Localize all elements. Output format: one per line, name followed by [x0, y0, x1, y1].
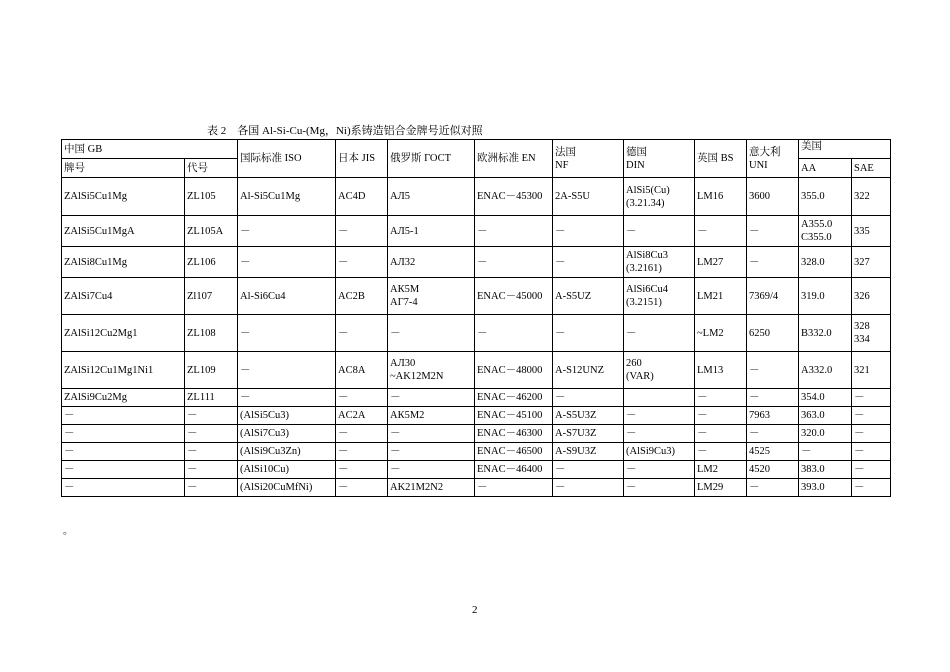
cell-din: －: [624, 425, 695, 443]
cell-nf: 2A-S5U: [553, 178, 624, 216]
cell-uni: －: [747, 425, 799, 443]
table-row: [62, 443, 891, 461]
cell-line: 334: [854, 334, 870, 345]
cell-jis: －: [336, 443, 388, 461]
cell-en: －: [475, 216, 553, 247]
cell-code: ZL105: [185, 178, 238, 216]
cell-nf: A-S7U3Z: [553, 425, 624, 443]
cell-sae: －: [852, 443, 891, 461]
cell-code: ZL108: [185, 315, 238, 352]
cell-aa: －: [799, 443, 852, 461]
cell-uni: 4525: [747, 443, 799, 461]
cell-din: [624, 352, 695, 389]
cell-aa: 355.0: [799, 178, 852, 216]
cell-en: ENAC－46400: [475, 461, 553, 479]
cell-iso: Al-Si5Cu1Mg: [238, 178, 336, 216]
cell-iso: －: [238, 247, 336, 278]
cell-nf: －: [553, 315, 624, 352]
cell-en: －: [475, 315, 553, 352]
cell-jis: AC2B: [336, 278, 388, 315]
cell-grade: ZAlSi7Cu4: [62, 278, 185, 315]
cell-line: AlSi8Cu3: [626, 250, 669, 261]
cell-line: AlSi5(Cu): [626, 184, 670, 196]
table-row: [62, 178, 891, 216]
cell-iso: －: [238, 389, 336, 407]
cell-aa: 320.0: [799, 425, 852, 443]
cell-nf: A-S9U3Z: [553, 443, 624, 461]
table-row: [62, 407, 891, 425]
cell-din: －: [624, 461, 695, 479]
cell-iso: (AlSi9Cu3Zn): [238, 443, 336, 461]
table-row: [62, 216, 891, 247]
cell-din: [624, 278, 695, 315]
cell-bs: －: [695, 425, 747, 443]
table-row: [62, 389, 891, 407]
cell-line: 328: [854, 321, 870, 332]
cell-sae: 335: [852, 216, 891, 247]
header-row-1: [62, 140, 891, 159]
header-nf: 法国 NF: [553, 140, 624, 178]
cell-aa: 354.0: [799, 389, 852, 407]
cell-line: AlSi6Cu4: [626, 284, 669, 295]
cell-gost: －: [388, 461, 475, 479]
cell-bs: LM13: [695, 352, 747, 389]
header-gb-code: 代号: [185, 159, 238, 178]
cell-grade: －: [62, 407, 185, 425]
footnote-mark: 。: [63, 526, 73, 537]
cell-en: ENAC－45000: [475, 278, 553, 315]
cell-en: －: [475, 247, 553, 278]
cell-line: АК5М: [390, 284, 420, 295]
cell-uni: 6250: [747, 315, 799, 352]
cell-en: ENAC－46300: [475, 425, 553, 443]
cell-code: Zl107: [185, 278, 238, 315]
cell-code: ZL105A: [185, 216, 238, 247]
cell-sae: －: [852, 479, 891, 497]
cell-din: －: [624, 407, 695, 425]
cell-bs: LM27: [695, 247, 747, 278]
cell-en: ENAC－45100: [475, 407, 553, 425]
cell-line: АГ7-4: [390, 297, 418, 308]
cell-en: ENAC－46200: [475, 389, 553, 407]
cell-iso: (AlSi10Cu): [238, 461, 336, 479]
cell-iso: (AlSi7Cu3): [238, 425, 336, 443]
cell-bs: LM16: [695, 178, 747, 216]
cell-code: ZL106: [185, 247, 238, 278]
cell-code: －: [185, 461, 238, 479]
cell-din: －: [624, 315, 695, 352]
cell-code: －: [185, 479, 238, 497]
cell-jis: －: [336, 461, 388, 479]
cell-bs: LM2: [695, 461, 747, 479]
cell-jis: AC2A: [336, 407, 388, 425]
cell-line: (3.2161): [626, 263, 662, 274]
cell-code: －: [185, 443, 238, 461]
cell-line: (3.21.34): [626, 197, 665, 209]
table-body: [62, 178, 891, 497]
cell-iso: －: [238, 315, 336, 352]
cell-en: ENAC－45300: [475, 178, 553, 216]
cell-din: [624, 178, 695, 216]
cell-uni: 7369/4: [747, 278, 799, 315]
cell-aa: [799, 216, 852, 247]
cell-nf: －: [553, 389, 624, 407]
cell-jis: －: [336, 479, 388, 497]
cell-bs: LM29: [695, 479, 747, 497]
cell-nf: －: [553, 461, 624, 479]
cell-grade: －: [62, 443, 185, 461]
cell-nf: －: [553, 216, 624, 247]
cell-bs: －: [695, 389, 747, 407]
cell-uni: －: [747, 352, 799, 389]
cell-line: A355.0: [801, 219, 833, 230]
cell-grade: ZAlSi9Cu2Mg: [62, 389, 185, 407]
cell-sae: 322: [852, 178, 891, 216]
cell-nf: －: [553, 479, 624, 497]
cell-line: (VAR): [626, 371, 654, 382]
cell-jis: －: [336, 247, 388, 278]
cell-jis: －: [336, 315, 388, 352]
cell-sae: 321: [852, 352, 891, 389]
cell-uni: 7963: [747, 407, 799, 425]
table-row: [62, 315, 891, 352]
cell-gost: －: [388, 443, 475, 461]
cell-gost: АЛ5: [388, 178, 475, 216]
cell-gost: АЛ5-1: [388, 216, 475, 247]
cell-jis: AC8A: [336, 352, 388, 389]
cell-en: －: [475, 479, 553, 497]
cell-grade: －: [62, 425, 185, 443]
cell-grade: ZAlSi8Cu1Mg: [62, 247, 185, 278]
cell-uni: －: [747, 479, 799, 497]
header-jis: 日本 JIS: [336, 140, 388, 178]
cell-line: АЛ30: [390, 358, 416, 369]
cell-nf: A-S5U3Z: [553, 407, 624, 425]
cell-bs: ~LM2: [695, 315, 747, 352]
cell-code: －: [185, 407, 238, 425]
cell-uni: －: [747, 247, 799, 278]
cell-en: ENAC－48000: [475, 352, 553, 389]
cell-gost: －: [388, 315, 475, 352]
cell-din: －: [624, 479, 695, 497]
cell-bs: －: [695, 443, 747, 461]
cell-sae: －: [852, 461, 891, 479]
cell-code: －: [185, 425, 238, 443]
cell-gost: －: [388, 425, 475, 443]
header-us: 美国: [799, 140, 891, 159]
cell-nf: A-S5UZ: [553, 278, 624, 315]
cell-uni: －: [747, 216, 799, 247]
cell-jis: －: [336, 216, 388, 247]
cell-jis: AC4D: [336, 178, 388, 216]
cell-bs: LM21: [695, 278, 747, 315]
cell-jis: －: [336, 389, 388, 407]
cell-iso: －: [238, 216, 336, 247]
cell-grade: ZAlSi5Cu1Mg: [62, 178, 185, 216]
cell-aa: 328.0: [799, 247, 852, 278]
cell-line: ~AK12M2N: [390, 371, 444, 382]
cell-iso: Al-Si6Cu4: [238, 278, 336, 315]
cell-aa: 393.0: [799, 479, 852, 497]
cell-aa: 319.0: [799, 278, 852, 315]
cell-aa: 383.0: [799, 461, 852, 479]
cell-code: ZL109: [185, 352, 238, 389]
table-row: [62, 479, 891, 497]
cell-nf: －: [553, 247, 624, 278]
header-aa: AA: [799, 159, 852, 178]
header-gb-grade: 牌号: [62, 159, 185, 178]
table-row: [62, 247, 891, 278]
cell-iso: －: [238, 352, 336, 389]
cell-grade: ZAlSi5Cu1MgA: [62, 216, 185, 247]
cell-sae: 327: [852, 247, 891, 278]
cell-din: (AlSi9Cu3): [624, 443, 695, 461]
cell-grade: －: [62, 461, 185, 479]
cell-bs: －: [695, 407, 747, 425]
table-row: [62, 461, 891, 479]
cell-din: [624, 247, 695, 278]
cell-nf: A-S12UNZ: [553, 352, 624, 389]
page-number: 2: [472, 604, 478, 616]
cell-gost: АК5М2: [388, 407, 475, 425]
header-gost: 俄罗斯 ГОСТ: [388, 140, 475, 178]
cell-gost: АЛ32: [388, 247, 475, 278]
cell-gost: [388, 278, 475, 315]
cell-grade: －: [62, 479, 185, 497]
cell-sae: [852, 315, 891, 352]
cell-uni: 3600: [747, 178, 799, 216]
cell-grade: ZAlSi12Cu1Mg1Ni1: [62, 352, 185, 389]
cell-sae: 326: [852, 278, 891, 315]
cell-din: －: [624, 216, 695, 247]
cell-din: [624, 389, 695, 407]
cell-sae: －: [852, 407, 891, 425]
cell-en: ENAC－46500: [475, 443, 553, 461]
alloy-comparison-table: [61, 139, 891, 497]
cell-sae: －: [852, 425, 891, 443]
header-iso: 国际标准 ISO: [238, 140, 336, 178]
cell-jis: －: [336, 425, 388, 443]
cell-bs: －: [695, 216, 747, 247]
header-bs: 英国 BS: [695, 140, 747, 178]
cell-iso: (AlSi5Cu3): [238, 407, 336, 425]
cell-aa: B332.0: [799, 315, 852, 352]
header-din: 德国 DIN: [624, 140, 695, 178]
header-en: 欧洲标准 EN: [475, 140, 553, 178]
cell-sae: －: [852, 389, 891, 407]
table-row: [62, 352, 891, 389]
cell-line: C355.0: [801, 232, 832, 243]
cell-code: ZL111: [185, 389, 238, 407]
cell-uni: －: [747, 389, 799, 407]
cell-uni: 4520: [747, 461, 799, 479]
cell-gost: －: [388, 389, 475, 407]
cell-iso: (AlSi20CuMfNi): [238, 479, 336, 497]
table-caption: 表 2 各国 Al-Si-Cu-(Mg，Ni)系铸造铝合金牌号近似对照: [207, 125, 483, 137]
cell-aa: 363.0: [799, 407, 852, 425]
cell-line: 260: [626, 358, 642, 369]
header-gb: 中国 GB: [62, 140, 238, 159]
cell-grade: ZAlSi12Cu2Mg1: [62, 315, 185, 352]
cell-gost: [388, 352, 475, 389]
header-uni: 意大利 UNI: [747, 140, 799, 178]
cell-gost: AK21M2N2: [388, 479, 475, 497]
header-sae: SAE: [852, 159, 891, 178]
table-row: [62, 425, 891, 443]
table-row: [62, 278, 891, 315]
cell-aa: A332.0: [799, 352, 852, 389]
cell-line: (3.2151): [626, 297, 662, 308]
